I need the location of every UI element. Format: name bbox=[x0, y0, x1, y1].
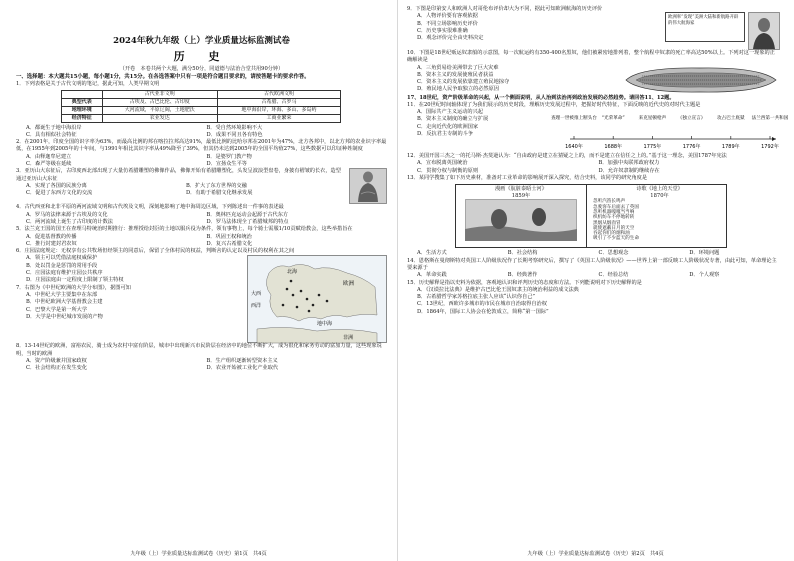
question-9-options bbox=[407, 13, 665, 42]
option[interactable]: C．贯彻分权与制衡的原则 bbox=[417, 167, 479, 174]
map-label-africa: 非洲 bbox=[343, 335, 354, 342]
timeline-event-label: 查理一世被推上断头台 bbox=[551, 116, 597, 122]
option[interactable]: A．革命实践 bbox=[417, 272, 447, 279]
question-2: 2．在2001年，印度全国的识字率为63%，而最高比例的邦在喀拉拉邦高达91%，最低比例的比哈尔邦在2001年为47%，北方各邦中，以北方邦的农业识字率最低，在1955年到2005年的十年间，与1991年相比其识字率从49%降至了39%，但其仍未达到2005年的全国平均值27%，这些数据可以印证种姓制度 bbox=[16, 139, 387, 153]
revolution-timeline bbox=[551, 109, 789, 153]
question-9: 9．下图是印第安人和欧洲人对哥伦布评价却大为不同，据此可知欧洲航海的历史评价 bbox=[407, 6, 603, 12]
civilization-table bbox=[61, 90, 341, 123]
question-5: 5．法兰克王国的国王在查理马特统治时期推行：推理授给封臣的土地以服兵役为条件，领有事物上，每个骑士需服1/10贡赋给教会，这些举措旨在 bbox=[16, 226, 353, 233]
option[interactable]: B．资本主义制度的确立与扩展 bbox=[417, 116, 489, 123]
passage-11-12: 17、18世纪，资产阶级革命的兴起，从一个侧面说明，从人治到法治再到政治发展的必然趋势。请回答11、12题。 bbox=[407, 94, 675, 101]
table-cell: 古希腊、古罗马 bbox=[217, 98, 340, 106]
section-1-heading: 一、选择题：本大题共15小题，每小题1分，共15分。在各选答案中只有一项是符合题目要求的，请按答题卡的要求作答。 bbox=[16, 74, 310, 80]
question-9-wrap bbox=[407, 6, 780, 50]
question-10: 10．下图是18世纪贩运奴隶船的示意图，每一次航运约有350-400名黑奴，他们被紧密地排列着，整个航程中奴隶的死亡率高达50%以上。下列对这一现象的正确解读是 bbox=[407, 50, 775, 64]
table-cell: 古埃及、古巴比伦、古印度 bbox=[102, 98, 217, 106]
question-3-options bbox=[16, 183, 346, 198]
question-12-options bbox=[407, 160, 780, 175]
question-7: 7．右图为《中世纪欧洲的大学分布图》，据图可知 bbox=[16, 284, 131, 291]
exam-note: （开卷 本卷共两个大题，满分50分，同道德与法治合堂共用90分钟） bbox=[119, 66, 284, 72]
cartoon-panel bbox=[456, 185, 587, 247]
timeline-year-label: 1789年 bbox=[721, 144, 740, 151]
option[interactable]: B．受自然环境影响不大 bbox=[206, 124, 263, 131]
cartoon-title: 漫画《肮脏泰晤士河》 bbox=[495, 186, 547, 193]
option[interactable]: C．具有相似社会特征 bbox=[26, 131, 77, 138]
map-label-atlantic: 大西 bbox=[251, 291, 262, 298]
table-cell: 地中海沿岸，环海、多山、多岛屿 bbox=[217, 106, 340, 114]
question-13-options bbox=[407, 250, 780, 257]
cartoon-year: 1859年 bbox=[511, 193, 531, 200]
option[interactable]: B．古希腊哲学家苏格拉底主张人应该“认识你自己” bbox=[417, 294, 536, 301]
question-12: 12．美国开国三杰之一的托马斯·杰斐逊认为：“自由政府是建立在猜疑之上的，而不是建立在信任之上的。”基于这一理念，美国1787年宪法 bbox=[407, 153, 727, 160]
option[interactable]: B．巩固王权和统治 bbox=[206, 233, 252, 240]
option[interactable]: C．经验总结 bbox=[598, 272, 629, 279]
map-label-europe: 欧洲 bbox=[343, 281, 355, 288]
table-cell: 农业发达 bbox=[102, 114, 217, 122]
poem-line: 就使遮蔽日月的天空 bbox=[593, 225, 635, 231]
timeline-year-label: 1792年 bbox=[761, 144, 779, 151]
question-15-options bbox=[407, 287, 780, 316]
option[interactable]: A．《汉谟拉比法典》是维护古巴比伦王国奴隶主的统治利益的成文法典 bbox=[417, 286, 579, 293]
poem-line: 吸引了不少蓝天的生命 bbox=[593, 236, 639, 242]
table-cell: 经济特征 bbox=[62, 114, 103, 122]
option[interactable]: A．罗马的法律来源于古埃及的文化 bbox=[26, 211, 108, 218]
option[interactable]: D．允许奴隶制的继续存在 bbox=[598, 167, 660, 174]
option[interactable]: C．社会结构正在发生变化 bbox=[26, 365, 88, 372]
option[interactable]: A．领主可以凭借法庭权威保护 bbox=[26, 255, 98, 262]
question-11-wrap bbox=[407, 109, 789, 153]
question-4-options bbox=[16, 212, 387, 227]
table-header: 古代欧洲文明 bbox=[217, 90, 340, 98]
question-10-wrap bbox=[407, 65, 780, 95]
option[interactable]: B．扩大了东方世界的交融 bbox=[186, 182, 247, 189]
timeline-year-label: 1640年 bbox=[565, 144, 583, 151]
poem-lines bbox=[593, 199, 726, 241]
question-14-options bbox=[407, 272, 780, 279]
option[interactable]: A．国际共产主义运动的兴起 bbox=[417, 109, 483, 116]
right-page bbox=[397, 0, 794, 561]
poem-line: 忽听机器嘎嘎当当响 bbox=[593, 209, 635, 215]
table-header bbox=[62, 90, 103, 98]
question-10-options bbox=[407, 65, 620, 95]
map-label-mediterranean: 地中海 bbox=[317, 321, 333, 328]
option[interactable]: D．1864年，国际工人协会在伦敦成立，简称“第一国际” bbox=[417, 308, 549, 315]
poem-line: 织机纺车不停地转转 bbox=[593, 215, 635, 221]
option[interactable]: C．13世纪，西欧许多城市的市民在城市自治取得自治权 bbox=[417, 301, 547, 308]
option[interactable]: D．殖民地人民争取独立的必然原因 bbox=[417, 86, 499, 93]
option[interactable]: A．中世纪大学主要集中在东部 bbox=[26, 291, 98, 298]
question-15: 15．历史解释是指以史料为依据，客观地认识和评判历史的态度和方法。下列能说明对下历史解释的是 bbox=[407, 279, 642, 286]
option[interactable]: A．生活方式 bbox=[417, 250, 447, 257]
questions-6-7-wrap bbox=[16, 255, 387, 343]
option[interactable]: D．反抗君主专制的斗争 bbox=[417, 131, 474, 138]
option[interactable]: B．加强中央联邦政府权力 bbox=[598, 160, 660, 167]
medieval-universities-map bbox=[247, 255, 387, 343]
option[interactable]: D．复兴古希腊文化 bbox=[206, 240, 253, 247]
option[interactable]: C．推行封建封君农奴 bbox=[26, 240, 77, 247]
option[interactable]: C．两河流域上诞生了古印度的计数法 bbox=[26, 218, 113, 225]
table-cell: 典型代表 bbox=[62, 98, 103, 106]
poem-line: 忽听汽笛长鸣声 bbox=[593, 199, 626, 205]
table-cell: 地理环境 bbox=[62, 106, 103, 114]
map-label-north-sea: 北海 bbox=[287, 269, 298, 276]
timeline-event-label: 法兰西第一共和国 bbox=[751, 116, 789, 122]
option[interactable]: A．宣布脱离英国统治 bbox=[417, 160, 468, 167]
question-14: 14．恩格斯在曼彻斯特对英国工人阶级状况作了长期考察研究后，撰写了《英国工人阶级状况》——世界上第一部反映工人阶级状况专著，由此可知，革命理论主要来源于 bbox=[407, 257, 777, 271]
option[interactable]: C．思想观念 bbox=[598, 250, 629, 257]
question-3-wrap bbox=[16, 168, 387, 204]
question-8: 8．13-14世纪的欧洲，富裕农民，骑士成为农村中富有阶层，城市中出现新兴市民阶层在经济中的地位不断扩大，成为很化和家务劳动的富加力量，这些现象说明，当时的欧洲 bbox=[16, 343, 382, 357]
option[interactable]: D．罗马法体现全了希腊城邦的特点 bbox=[206, 218, 289, 225]
timeline-event-label: 《独立宣言》 bbox=[677, 116, 706, 122]
option[interactable]: C．森严等级在延续 bbox=[26, 161, 72, 168]
option[interactable]: B．资本主义的发展使殖民者获益 bbox=[417, 71, 494, 78]
option[interactable]: A．由释迦牟尼建立 bbox=[26, 153, 72, 160]
option[interactable]: C．走向近代化的欧洲国家 bbox=[417, 123, 479, 130]
industrial-revolution-sources bbox=[455, 184, 727, 248]
option[interactable]: A．实现了各国的民族分离 bbox=[26, 182, 87, 189]
buddha-statue-image bbox=[349, 168, 387, 204]
option[interactable]: B．奥林匹克运动会起源于古代东方 bbox=[206, 211, 289, 218]
timeline-event-label: 攻占巴士底狱 bbox=[717, 116, 745, 122]
question-11-options bbox=[407, 109, 564, 153]
option[interactable]: D．个人观察 bbox=[689, 272, 720, 279]
timeline-arrow bbox=[772, 137, 776, 141]
table-cell: 工商业繁荣 bbox=[217, 114, 340, 122]
option[interactable]: B．社会结构 bbox=[507, 250, 538, 257]
subject-heading: 历 史 bbox=[173, 50, 230, 63]
option[interactable]: C．庄园法庭有维护庄园公共秩序 bbox=[26, 270, 103, 277]
option[interactable]: B．是婆罗门教产物 bbox=[206, 153, 252, 160]
slave-ship-diagram bbox=[620, 65, 780, 95]
question-2-options bbox=[16, 154, 387, 169]
option[interactable]: A．人物评价要有客观依据 bbox=[417, 13, 478, 20]
option[interactable]: C．资本主义的发展依靠建立殖民地掠夺 bbox=[417, 79, 510, 86]
timeline-event-label: “光荣革命” bbox=[601, 116, 625, 122]
question-7-options bbox=[16, 292, 245, 321]
poem-line: 黑烟从烟囱冒 bbox=[593, 220, 621, 226]
timeline-year-label: 1775年 bbox=[643, 144, 662, 151]
question-8-options bbox=[16, 358, 387, 373]
timeline-event-label: 来克星顿枪声 bbox=[638, 116, 667, 122]
option[interactable]: A．资产阶级兼并国家政权 bbox=[26, 358, 87, 365]
question-13: 13．某同学搜集了如下历史素材，准备对工业革命的影响展开深入探究，结合史料，该同学的研究角度是 bbox=[407, 175, 648, 182]
option[interactable]: B．经典著作 bbox=[507, 272, 538, 279]
poem-year: 1870年 bbox=[650, 193, 669, 200]
question-6-options bbox=[16, 255, 245, 284]
table-header: 古代亚非文明 bbox=[102, 90, 217, 98]
page-footer-right: 九年级（上）学业质量达标监测试卷（历史）第2页 共4页 bbox=[527, 551, 664, 557]
question-11: 11．在20世纪时间轴体现了为我们展示的历史时段，理解历史发展过程中，把握好时代特征，下面反映的近代史的对时代主题是 bbox=[407, 101, 701, 108]
question-5-options bbox=[16, 234, 387, 249]
exam-title: 2024年秋九年级（上）学业质量达标监测试卷 bbox=[113, 36, 290, 46]
option[interactable]: D．环境问题 bbox=[689, 250, 720, 257]
question-4: 4．古代西亚和北非平原的两河流域文明和古代埃及文明，深刻地影响了地中海周边区域，下列陈述出一件事的表述最 bbox=[16, 204, 284, 211]
option[interactable]: D．大学是中世纪城市发展的产物 bbox=[26, 313, 103, 320]
option[interactable]: C．促进了东西方文化的交流 bbox=[26, 190, 93, 197]
option[interactable]: B．不同立场影响历史评价 bbox=[417, 20, 478, 27]
option[interactable]: D．有助于希腊文化继承发展 bbox=[186, 190, 253, 197]
question-1: 1．下列表格是关于古代文明的笔记，据此可知，人类早期文明 bbox=[16, 81, 160, 88]
poem-title: 诗歌《地上的天堂》 bbox=[636, 186, 683, 193]
question-3: 3．亚历山大东征后，古印度西北部出现了大量仿希腊雕塑的佛像作品，佛像开始有希腊雕塑化，头发呈波浪型盘卷，身披有褶皱的长衣，造型通过亚历山大东征 bbox=[16, 168, 341, 182]
question-1-options bbox=[16, 125, 387, 140]
option[interactable]: D．宣扬众生平等 bbox=[206, 161, 247, 168]
option[interactable]: D．成果不同且各有特色 bbox=[206, 131, 263, 138]
columbus-figure bbox=[665, 12, 780, 50]
option[interactable]: D．庄园法庭由一定程度上限制了领主特权 bbox=[26, 277, 124, 284]
table-cell: 大河流域，平原辽阔，土地肥沃 bbox=[102, 106, 217, 114]
option[interactable]: A．都诞生于地中海沿岸 bbox=[26, 124, 82, 131]
option[interactable]: A．促进基督教的传播 bbox=[26, 233, 77, 240]
question-6: 6．庄园法庭规定：无权享有公共牧场但经领主的同意后，保留了全体村民的权益，判断舍的认定以及村民的权利在其之间 bbox=[16, 248, 295, 255]
columbus-portrait-image bbox=[748, 12, 780, 50]
option[interactable]: A．三角贸易给美洲带去了巨大灾难 bbox=[417, 64, 499, 71]
option[interactable]: B．处以罚金是惩罚的常用手段 bbox=[26, 262, 98, 269]
timeline-year-label: 1688年 bbox=[604, 144, 623, 151]
page-footer-left: 九年级（上）学业质量达标监测试卷（历史）第1页 共4页 bbox=[130, 551, 267, 557]
timeline-year-label: 1776年 bbox=[682, 144, 701, 151]
option[interactable]: D．农业开始被工业化产业取代 bbox=[206, 365, 279, 372]
option[interactable]: D．观念评价完全由史料决定 bbox=[417, 35, 484, 42]
option[interactable]: B．生产组织逐渐转型资本主义 bbox=[206, 358, 278, 365]
option[interactable]: B．中世纪欧洲大学基督教会主建 bbox=[26, 299, 103, 306]
poem-line: 急驶客车后面去了英国 bbox=[593, 204, 639, 210]
option[interactable]: C．巴黎大学是第一所大学 bbox=[26, 306, 88, 313]
option[interactable]: C．历史事实很难准确 bbox=[417, 27, 468, 34]
poem-panel bbox=[587, 185, 726, 247]
thames-cartoon-image bbox=[465, 199, 577, 241]
poem-line: 吞起你们的烟和油 bbox=[593, 231, 630, 237]
columbus-caption: 欧洲率“发现”美洲大陆和新航路开辟的伟大航海家 bbox=[665, 12, 745, 42]
map-label-west-ocean: 西洋 bbox=[251, 303, 262, 310]
